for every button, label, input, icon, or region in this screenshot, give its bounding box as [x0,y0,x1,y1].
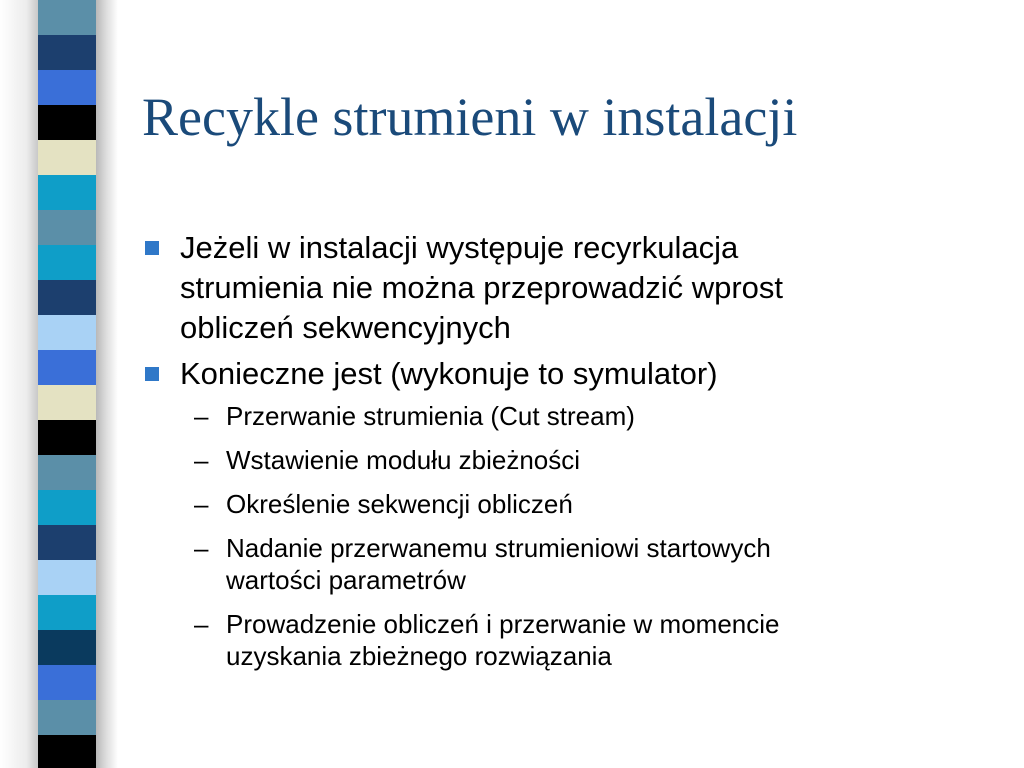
dash-bullet-icon: – [194,489,209,519]
stripe-segment [38,0,96,35]
stripe-segment [38,210,96,245]
dash-bullet-icon: – [194,533,209,563]
stripe-segment [38,175,96,210]
stripe-segment [38,420,96,455]
slide-body [142,228,1002,684]
stripe-segment [38,140,96,175]
stripe-segment [38,630,96,665]
bullet-item [142,354,1002,394]
sub-bullet-item [142,400,1002,432]
bullet-line: Konieczne jest (wykonuje to symulator) [180,356,718,391]
stripe-segment [38,735,96,768]
sub-bullet-line: Nadanie przerwanemu strumieniowi startowych [226,533,771,563]
bullet-item [142,228,1002,348]
bullet-line: Jeżeli w instalacji występuje recyrkulacja [180,230,739,265]
stripe-segment [38,455,96,490]
slide-title: Recykle strumieni w instalacji [142,87,798,147]
stripe-segment [38,105,96,140]
square-bullet-icon [145,367,159,381]
left-edge-shadow [0,0,38,768]
bullet-line: strumienia nie można przeprowadzić wprost [180,270,784,305]
sub-bullet-line: Wstawienie modułu zbieżności [226,445,581,475]
stripe-segment [38,315,96,350]
sub-bullet-item [142,444,1002,476]
sub-bullet-item [142,532,1002,596]
stripe-segment [38,35,96,70]
sub-bullet-line: wartości parametrów [226,565,466,595]
sub-bullet-item [142,488,1002,520]
stripe-segment [38,70,96,105]
stripe-segment [38,700,96,735]
bullet-line: obliczeń sekwencyjnych [180,310,511,345]
stripe-shadow [96,0,118,768]
dash-bullet-icon: – [194,609,209,639]
stripe-segment [38,525,96,560]
sub-bullet-line: Określenie sekwencji obliczeń [226,489,573,519]
stripe-segment [38,280,96,315]
stripe-segment [38,665,96,700]
sub-bullet-line: Przerwanie strumienia (Cut stream) [226,401,635,431]
sub-bullet-item [142,608,1002,672]
sub-bullet-list [142,400,1002,672]
stripe-segment [38,490,96,525]
square-bullet-icon [145,241,159,255]
stripe-segment [38,385,96,420]
stripe-segment [38,245,96,280]
dash-bullet-icon: – [194,445,209,475]
sub-bullet-line: uzyskania zbieżnego rozwiązania [226,641,612,671]
stripe-segment [38,595,96,630]
sub-bullet-line: Prowadzenie obliczeń i przerwanie w momencie [226,609,780,639]
dash-bullet-icon: – [194,401,209,431]
decorative-stripe [38,0,96,768]
stripe-segment [38,350,96,385]
stripe-segment [38,560,96,595]
